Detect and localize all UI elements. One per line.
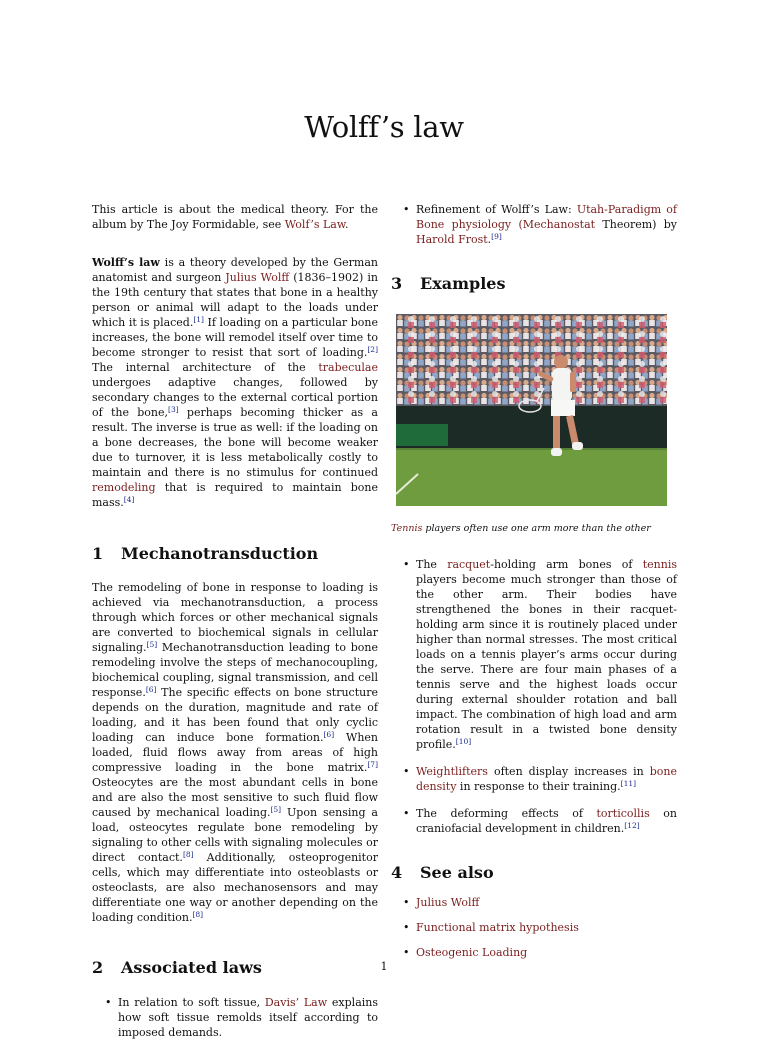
list-item [416,202,677,247]
link-harold-frost[interactable]: Harold Frost [416,233,488,246]
mechanotransduction-paragraph [92,580,378,925]
associated-laws-list-continued [391,202,677,247]
lead-text: (1836–1902) in the 19th century that states that bone in a healthy person or animal will adapt to the loads under which it is placed. [92,271,378,329]
left-column [92,202,378,1040]
section-number: 1 [92,544,104,563]
section-title: Associated laws [121,958,262,977]
body-text: often display increases in [487,765,650,778]
ref-12[interactable]: [12] [624,821,640,830]
body-text: explains how soft tissue remolds itself according to imposed demands. [118,996,378,1039]
link-see-also-functional-matrix[interactable]: Functional matrix hypothesis [416,921,579,934]
section-number: 2 [92,958,104,977]
tennis-player-photo[interactable] [396,314,667,506]
ref-6[interactable]: [6] [145,685,157,694]
list-item [416,764,677,794]
section-title: See also [420,863,494,882]
section-heading-see-also [391,863,677,883]
list-item [416,806,677,836]
body-text: The remodeling of bone in response to loading is achieved via mechanotransduction, a process through which forces or other mechanical signals are converted to biochemical signals in cellular signaling. [92,581,378,654]
link-wolfs-law[interactable]: Wolf’s Law [284,218,345,231]
ref-9[interactable]: [9] [491,232,502,241]
body-text: When loaded, fluid flows away from areas of high compressive loading in the bone matrix. [92,731,379,774]
hatnote [92,202,378,232]
caption-text: players often use one arm more than the other [422,523,651,534]
link-see-also-osteogenic-loading[interactable]: Osteogenic Loading [416,946,528,959]
link-see-also-julius-wolff[interactable]: Julius Wolff [416,896,480,909]
section-heading-examples [391,274,677,294]
ref-7[interactable]: [7] [367,760,378,769]
ref-6[interactable]: [6] [323,730,335,739]
page-title: Wolff’s law [304,110,464,144]
ref-3[interactable]: [3] [168,405,179,414]
body-text: players become much stronger than those of the other arm. Their bodies have strengthened the bones in their racquet-holding arm since it is routinely placed under higher than normal stresses. The most critical loads on a tennis player’s arms occur during the serve. There are four main phases of a tennis serve and the highest loads occur during external shoulder rotation and ball impact. The combination of high load and arm rotation result in a twisted bone density profile. [416,573,677,751]
page-number: 1 [380,960,388,973]
lead-text: is a theory developed by the German anatomist and surgeon [92,256,378,284]
ref-5[interactable]: [5] [146,640,158,649]
link-utah-paradigm[interactable]: Utah-Paradigm of Bone physiology (Mechanostat [416,203,677,231]
ref-5[interactable]: [5] [270,805,282,814]
link-torticollis[interactable]: torticollis [596,807,650,820]
link-julius-wolff[interactable]: Julius Wolff [225,271,290,284]
section-number: 4 [391,863,403,882]
lead-bold-term: Wolff’s law [92,256,160,269]
list-item [416,557,677,752]
body-text: Osteocytes are the most abundant cells in bone and are also the most sensitive to such fluid flow caused by mechanical loading. [92,776,378,819]
list-item [416,920,677,935]
ref-11[interactable]: [11] [620,779,637,788]
hatnote-suffix: . [344,218,349,231]
lead-text: perhaps becoming thicker as a result. The inverse is true as well: if the loading on a bone decreases, the bone will become weaker due to turnover, it is less metabolically costly to maintain and there is no stimulus for continued [92,406,378,479]
body-text: Additionally, osteoprogenitor cells, which may differentiate into osteoblasts or osteoclasts, are also mechanosensors and may differentiate one way or another depending on the loading condition. [92,851,378,924]
lead-text: The internal architecture of the [92,361,319,374]
lead-text: that is required to maintain bone mass. [92,481,378,509]
lead-paragraph [92,255,378,510]
body-text: The deforming effects of [416,807,597,820]
link-tennis-caption[interactable]: Tennis [391,523,423,534]
section-title: Examples [420,274,506,293]
body-text: Upon sensing a load, osteocytes regulate bone remodeling by signaling to other cells with signaling molecules or direct contact. [92,806,378,864]
body-text: The [416,558,448,571]
hatnote-text: This article is about the medical theory. For the album by The Joy Formidable, see [92,203,378,231]
link-weightlifters[interactable]: Weightlifters [416,765,488,778]
right-column [391,202,677,960]
body-text: -holding arm bones of [490,558,643,571]
ref-8[interactable]: [8] [182,850,194,859]
list-item [416,895,677,910]
lead-text: undergoes adaptive changes, followed by secondary changes to the external cortical portion of the bone, [92,376,378,419]
body-text: Mechanotransduction leading to bone remodeling involve the steps of mechanocoupling, biochemical coupling, signal transmission, and cell response. [92,641,378,699]
lead-text: If loading on a particular bone increases, the bone will remodel itself over time to become stronger to resist that sort of loading. [92,316,378,359]
ref-10[interactable]: [10] [455,737,472,746]
link-racquet[interactable]: racquet [447,558,491,571]
associated-laws-list [92,995,378,1040]
body-text: Theorem) by [595,218,678,231]
body-text: in response to their training. [456,780,621,793]
photo-caption [391,522,677,535]
section-title: Mechanotransduction [121,544,319,563]
link-bone-density[interactable]: bone density [416,765,677,793]
ref-2[interactable]: [2] [367,345,378,354]
link-trabeculae[interactable]: trabeculae [318,361,378,374]
body-text: on craniofacial development in children. [416,807,677,835]
see-also-list [391,895,677,960]
body-text: . [487,233,492,246]
tennis-photo-illustration [396,314,667,506]
list-item [416,945,677,960]
examples-list [391,557,677,836]
ref-4[interactable]: [4] [123,495,135,504]
body-text: In relation to soft tissue, [118,996,265,1009]
list-item [118,995,378,1040]
body-text: The specific effects on bone structure depends on the duration, magnitude and rate of loading, and it has been found that only cyclic loading can induce bone formation. [92,686,378,744]
ref-8[interactable]: [8] [192,910,204,919]
link-remodeling[interactable]: remodeling [92,481,156,494]
section-heading-mechanotransduction [92,544,378,564]
link-davis-law[interactable]: Davis’ Law [264,996,328,1009]
link-tennis[interactable]: tennis [642,558,677,571]
body-text: Refinement of Wolff’s Law: [416,203,577,216]
section-number: 3 [391,274,403,293]
ref-1[interactable]: [1] [193,315,204,324]
